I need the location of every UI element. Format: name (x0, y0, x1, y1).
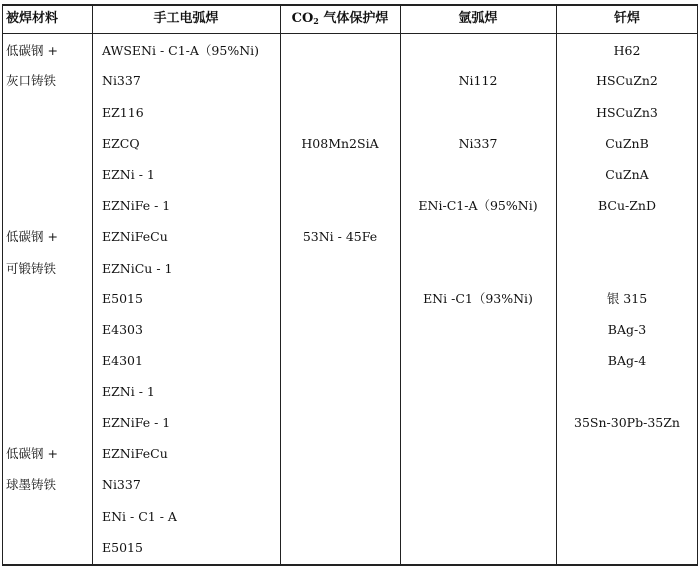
manual-arc-item-10: E4303 (102, 322, 143, 337)
header-material: 被焊材料 (6, 11, 59, 26)
manual-arc-item-3: EZ116 (102, 105, 144, 120)
column-divider-2 (280, 4, 281, 566)
header-co2-prefix: CO (291, 11, 314, 26)
manual-arc-item-5: EZNi - 1 (102, 167, 155, 182)
brazing-item-7: 银 315 (606, 291, 648, 306)
brazing-item-2: HSCuZn2 (596, 73, 658, 88)
material-group-1-line1: 低碳钢 + (6, 43, 58, 58)
table-bottom-border (2, 564, 698, 566)
column-divider-1 (92, 4, 93, 566)
header-brazing: 钎焊 (613, 11, 641, 26)
argon-item-1: Ni112 (458, 73, 498, 88)
header-co2-subscript: 2 (313, 16, 319, 26)
manual-arc-item-11: E4301 (102, 353, 143, 368)
co2-item-1: H08Mn2SiA (301, 136, 379, 151)
manual-arc-item-9: E5015 (102, 291, 143, 306)
manual-arc-item-12: EZNi - 1 (102, 384, 155, 399)
manual-arc-item-15: Ni337 (102, 477, 141, 492)
brazing-item-8: BAg-3 (607, 322, 647, 337)
manual-arc-item-2: Ni337 (102, 73, 141, 88)
material-group-3-line2: 球墨铸铁 (6, 477, 57, 492)
brazing-item-4: CuZnB (605, 136, 649, 151)
header-manual-arc: 手工电弧焊 (153, 11, 219, 26)
column-divider-4 (556, 4, 557, 566)
manual-arc-item-14: EZNiFeCu (102, 446, 168, 461)
brazing-item-9: BAg-4 (607, 353, 647, 368)
argon-item-4: ENi -C1（93%Ni) (423, 291, 533, 306)
table-top-border (2, 4, 698, 6)
manual-arc-item-7: EZNiFeCu (102, 229, 168, 244)
header-argon: 氩弧焊 (458, 11, 498, 26)
material-group-2-line2: 可锻铸铁 (6, 261, 57, 276)
brazing-item-10: 35Sn-30Pb-35Zn (574, 415, 680, 430)
manual-arc-item-6: EZNiFe - 1 (102, 198, 171, 213)
material-group-3-line1: 低碳钢 + (6, 446, 58, 461)
manual-arc-item-13: EZNiFe - 1 (102, 415, 171, 430)
manual-arc-item-16: ENi - C1 - A (102, 509, 177, 524)
co2-item-2: 53Ni - 45Fe (302, 229, 378, 244)
manual-arc-item-8: EZNiCu - 1 (102, 261, 173, 276)
header-co2 (292, 11, 389, 29)
argon-item-2: Ni337 (458, 136, 498, 151)
brazing-item-6: BCu-ZnD (597, 198, 657, 213)
header-co2-suffix: 气体保护焊 (323, 11, 389, 26)
material-group-1-line2: 灰口铸铁 (6, 73, 57, 88)
header-bottom-border (2, 33, 698, 34)
brazing-item-1: H62 (613, 43, 641, 58)
argon-item-3: ENi-C1-A（95%Ni) (418, 198, 538, 213)
table-right-border (697, 4, 698, 566)
brazing-item-3: HSCuZn3 (596, 105, 658, 120)
manual-arc-item-17: E5015 (102, 540, 143, 555)
manual-arc-item-4: EZCQ (102, 136, 140, 151)
material-group-2-line1: 低碳钢 + (6, 229, 58, 244)
brazing-item-5: CuZnA (605, 167, 649, 182)
table-left-border (2, 4, 3, 566)
manual-arc-item-1: AWSENi - C1-A（95%Ni) (102, 43, 260, 58)
column-divider-3 (400, 4, 401, 566)
